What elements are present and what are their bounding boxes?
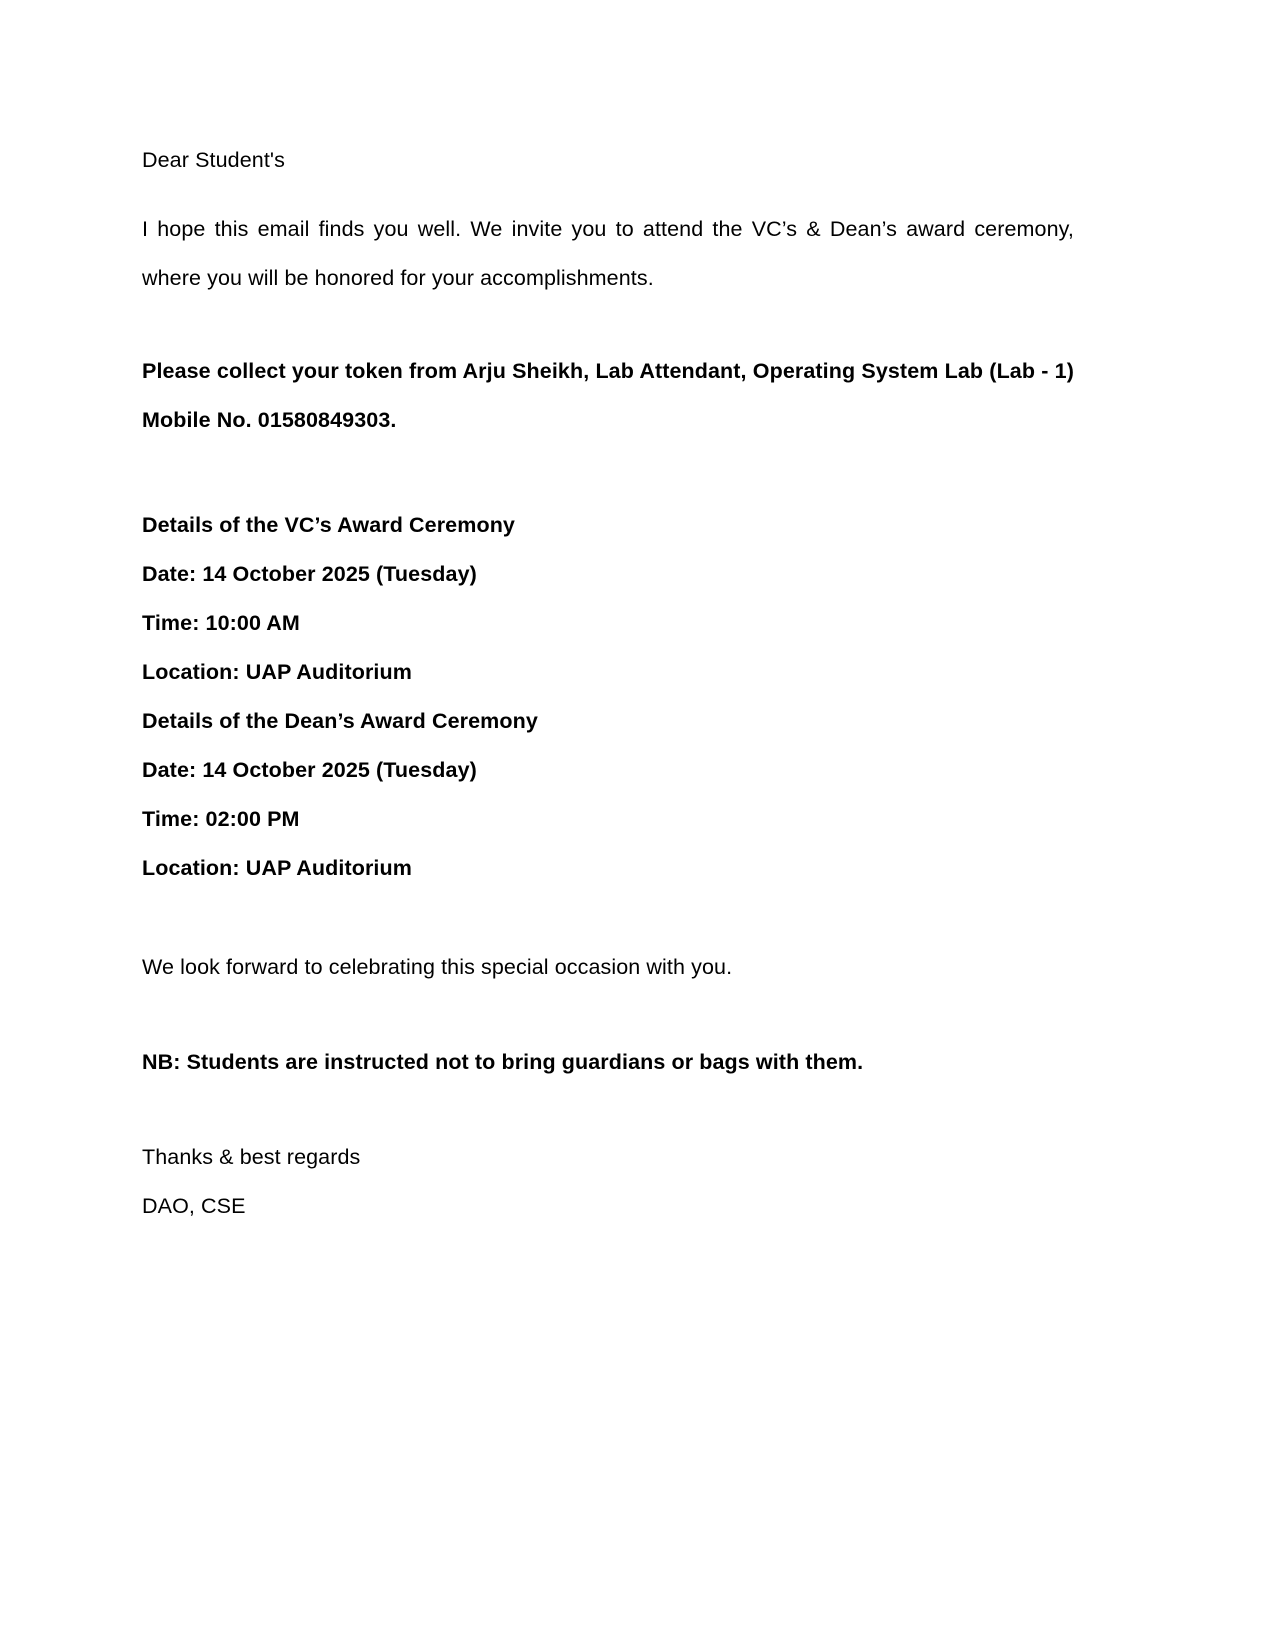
- dean-ceremony-location: Location: UAP Auditorium: [142, 856, 412, 880]
- spacer: [142, 893, 1074, 943]
- spacer: [142, 185, 1074, 205]
- document-body: [142, 136, 1074, 1231]
- dean-ceremony-time: Time: 02:00 PM: [142, 807, 300, 831]
- note-line: NB: Students are instructed not to bring guardians or bags with them.: [142, 1050, 864, 1074]
- signoff-line: Thanks & best regards: [142, 1145, 361, 1169]
- spacer: [142, 303, 1074, 347]
- vc-ceremony-heading: Details of the VC’s Award Ceremony: [142, 513, 515, 537]
- vc-ceremony-time: Time: 10:00 AM: [142, 611, 300, 635]
- spacer: [142, 445, 1074, 501]
- dean-ceremony-heading: Details of the Dean’s Award Ceremony: [142, 709, 538, 733]
- dean-ceremony-date: Date: 14 October 2025 (Tuesday): [142, 758, 477, 782]
- token-collection-notice: Please collect your token from Arju Sheikh, Lab Attendant, Operating System Lab (Lab - 1) Mobile No. 01580849303.: [142, 359, 1074, 432]
- intro-paragraph: I hope this email finds you well. We invite you to attend the VC’s & Dean’s award ceremony, where you will be honored for your accomplishments.: [142, 217, 1074, 290]
- vc-ceremony-date: Date: 14 October 2025 (Tuesday): [142, 562, 477, 586]
- closing-line: We look forward to celebrating this special occasion with you.: [142, 955, 733, 979]
- salutation: Dear Student's: [142, 148, 285, 172]
- signature-line: DAO, CSE: [142, 1194, 246, 1218]
- vc-ceremony-location: Location: UAP Auditorium: [142, 660, 412, 684]
- spacer: [142, 992, 1074, 1038]
- spacer: [142, 1087, 1074, 1133]
